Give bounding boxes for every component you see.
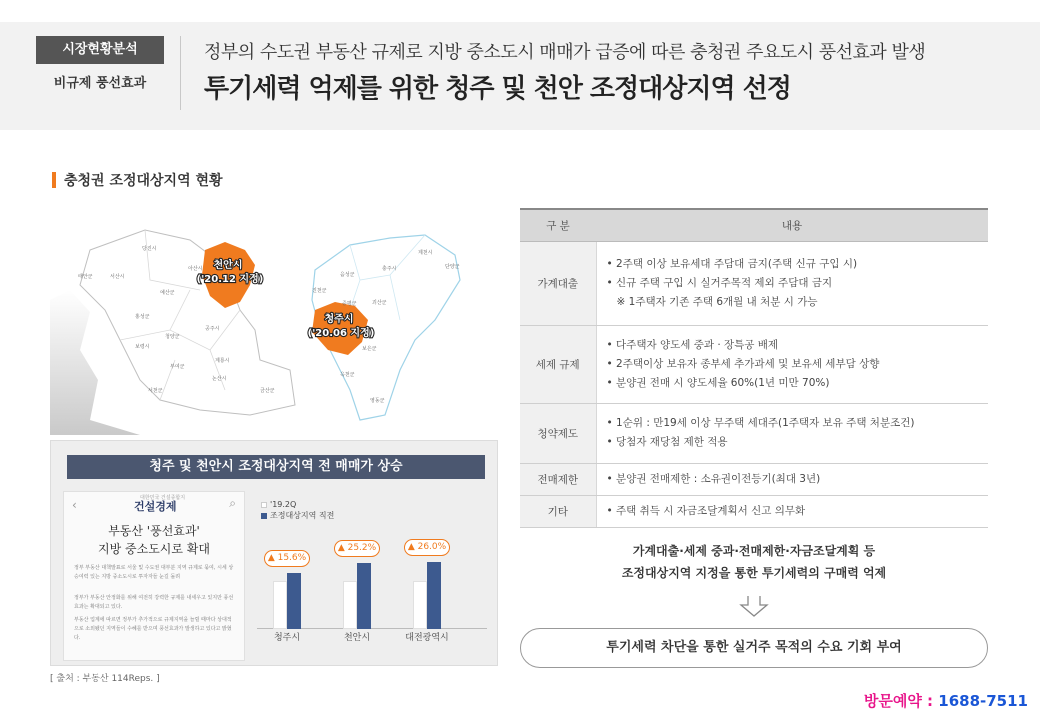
category-subtitle: 비규제 풍선효과 bbox=[53, 76, 147, 91]
cheonan-date: ('20.12 지정) bbox=[196, 274, 264, 285]
table-row bbox=[520, 463, 988, 495]
row-line: • 2주택 이상 보유세대 주담대 금지(주택 신규 구입 시) bbox=[606, 257, 858, 270]
table-header-row bbox=[520, 209, 988, 241]
legend-label: '19.2Q bbox=[270, 500, 297, 509]
region-label: 보령시 bbox=[135, 344, 150, 350]
region-label: 논산시 bbox=[212, 376, 227, 382]
result-box: 투기세력 차단을 통한 실거주 목적의 수요 기회 부여 bbox=[520, 628, 988, 668]
contact-info bbox=[864, 690, 1028, 711]
region-label: 홍성군 bbox=[135, 314, 150, 320]
newspaper-tagline: 대한민국 건설종합지 bbox=[140, 495, 186, 501]
chevron-left-icon: ‹ bbox=[72, 498, 77, 512]
category-label: 청주시 bbox=[273, 633, 301, 643]
region-label: 증평군 bbox=[342, 301, 357, 307]
region-label: 영동군 bbox=[370, 398, 385, 404]
header-divider bbox=[180, 36, 181, 110]
row-content bbox=[596, 403, 988, 463]
section-marker bbox=[52, 172, 56, 188]
region-label: 서천군 bbox=[148, 388, 163, 394]
row-category: 가계대출 bbox=[520, 241, 596, 325]
table-row bbox=[520, 495, 988, 527]
legend-item bbox=[261, 510, 334, 521]
article-text: 부동산 업계에 따르면 정부가 추가적으로 규제지역을 늘릴 때마다 상대적으로 소외됐던 지역들이 수혜를 받으며 풍선효과가 발생하고 있다고 밝혔다. bbox=[74, 617, 232, 641]
bar-current bbox=[427, 562, 441, 629]
table-row bbox=[520, 325, 988, 403]
legend-item bbox=[261, 499, 334, 510]
search-icon: ⌕ bbox=[229, 496, 236, 510]
bar-current bbox=[357, 563, 371, 629]
summary-text bbox=[520, 540, 988, 584]
price-rise-panel bbox=[50, 440, 498, 666]
row-content bbox=[596, 463, 988, 495]
cheongju-name: 청주시 bbox=[324, 314, 354, 325]
chart-legend bbox=[261, 499, 334, 521]
legend-swatch bbox=[261, 513, 267, 519]
cheongju-date: ('20.06 지정) bbox=[307, 328, 375, 339]
table-header: 내용 bbox=[596, 209, 988, 241]
row-note: ※ 1주택자 기존 주택 6개월 내 처분 시 가능 bbox=[616, 295, 818, 308]
cheonan-name: 천안시 bbox=[213, 260, 243, 271]
table-row bbox=[520, 241, 988, 325]
news-article bbox=[63, 491, 245, 661]
region-label: 계룡시 bbox=[215, 358, 230, 364]
change-badge: ▲ 26.0% bbox=[404, 539, 450, 556]
category-badge: 시장현황분석 bbox=[36, 36, 164, 64]
row-content bbox=[596, 495, 988, 527]
row-line: • 다주택자 양도세 중과 · 장특공 배제 bbox=[606, 338, 779, 351]
bar-prev bbox=[413, 581, 427, 629]
page-title: 투기세력 억제를 위한 청주 및 천안 조정대상지역 선정 bbox=[204, 74, 791, 104]
region-label: 금산군 bbox=[260, 388, 275, 394]
category-label: 천안시 bbox=[343, 633, 371, 643]
category-label: 대전광역시 bbox=[405, 633, 449, 643]
arrow-down-icon bbox=[738, 594, 770, 618]
row-line: • 당첨자 재당첨 제한 적용 bbox=[606, 436, 728, 448]
bar-current bbox=[287, 573, 301, 629]
region-label: 보은군 bbox=[362, 346, 377, 352]
region-label: 태안군 bbox=[78, 274, 93, 280]
article-headline: 부동산 '풍선효과' bbox=[108, 524, 200, 538]
article-text: 정부가 부동산 안정화를 위해 여전히 강력한 규제를 내세우고 있지만 풍선효과는 확대되고 있다. bbox=[74, 595, 234, 610]
region-label: 옥천군 bbox=[340, 372, 355, 378]
source-note: [ 출처 : 부동산 114Reps. ] bbox=[50, 674, 160, 684]
summary-line: 조정대상지역 지정을 통한 투기세력의 구매력 억제 bbox=[621, 566, 887, 580]
row-line: • 주택 취득 시 자금조달계획서 신고 의무화 bbox=[606, 504, 806, 517]
newspaper-logo: 건설경제 bbox=[134, 500, 177, 513]
row-line: • 신규 주택 구입 시 실거주목적 제외 주담대 금지 bbox=[606, 276, 833, 289]
region-label: 예산군 bbox=[160, 290, 175, 296]
change-badge: ▲ 25.2% bbox=[334, 540, 380, 557]
header-description: 정부의 수도권 부동산 규제로 지방 중소도시 매매가 급증에 따른 충청권 주요도시 풍선효과 발생 bbox=[204, 42, 926, 63]
row-category: 청약제도 bbox=[520, 403, 596, 463]
row-category: 전매제한 bbox=[520, 463, 596, 495]
region-label: 부여군 bbox=[170, 364, 185, 370]
table-row bbox=[520, 403, 988, 463]
header-banner bbox=[0, 22, 1040, 130]
row-line: • 1순위 : 만19세 이상 무주택 세대주(1주택자 보유 주택 처분조건) bbox=[606, 417, 915, 429]
region-label: 서산시 bbox=[110, 274, 125, 280]
region-label: 진천군 bbox=[312, 288, 327, 294]
article-subheadline: 지방 중소도시로 확대 bbox=[98, 542, 210, 556]
contact-label: 방문예약 : bbox=[863, 692, 939, 710]
panel-title: 청주 및 천안시 조정대상지역 전 매매가 상승 bbox=[67, 455, 485, 479]
row-line: • 2주택이상 보유자 종부세 추가과세 및 보유세 세부담 상향 bbox=[606, 357, 880, 370]
region-label: 당진시 bbox=[142, 246, 157, 252]
row-line: • 분양권 전매제한 : 소유권이전등기(최대 3년) bbox=[606, 472, 821, 485]
row-content bbox=[596, 241, 988, 325]
row-category: 세제 규제 bbox=[520, 325, 596, 403]
row-line: • 분양권 전매 시 양도세율 60%(1년 미만 70%) bbox=[606, 376, 830, 389]
region-label: 충주시 bbox=[382, 266, 397, 272]
region-label: 청양군 bbox=[165, 334, 180, 340]
regulation-table bbox=[520, 208, 988, 528]
table-header: 구 분 bbox=[520, 209, 596, 241]
region-label: 제천시 bbox=[418, 250, 433, 256]
legend-swatch bbox=[261, 502, 267, 508]
region-map bbox=[50, 220, 480, 435]
bar-prev bbox=[273, 581, 287, 629]
section-title: 충청권 조정대상지역 현황 bbox=[64, 173, 223, 189]
region-label: 괴산군 bbox=[372, 300, 387, 306]
row-content bbox=[596, 325, 988, 403]
row-category: 기타 bbox=[520, 495, 596, 527]
region-label: 음성군 bbox=[340, 272, 355, 278]
contact-phone[interactable]: 1688-7511 bbox=[938, 692, 1028, 710]
change-badge: ▲ 15.6% bbox=[264, 550, 310, 567]
region-label: 단양군 bbox=[445, 264, 460, 270]
article-text: 정부 부동산 대책발표로 서울 및 수도권 대부분 지역 규제로 묶여, 시세 상승여력 있는 지방 중소도시로 투자자들 눈길 돌려 bbox=[74, 565, 234, 580]
summary-line: 가계대출·세제 중과·전매제한·자금조달계획 등 bbox=[632, 544, 876, 558]
region-label: 공주시 bbox=[205, 326, 220, 332]
bar-prev bbox=[343, 581, 357, 629]
legend-label: 조정대상지역 직전 bbox=[270, 511, 335, 520]
region-label: 아산시 bbox=[188, 266, 203, 272]
